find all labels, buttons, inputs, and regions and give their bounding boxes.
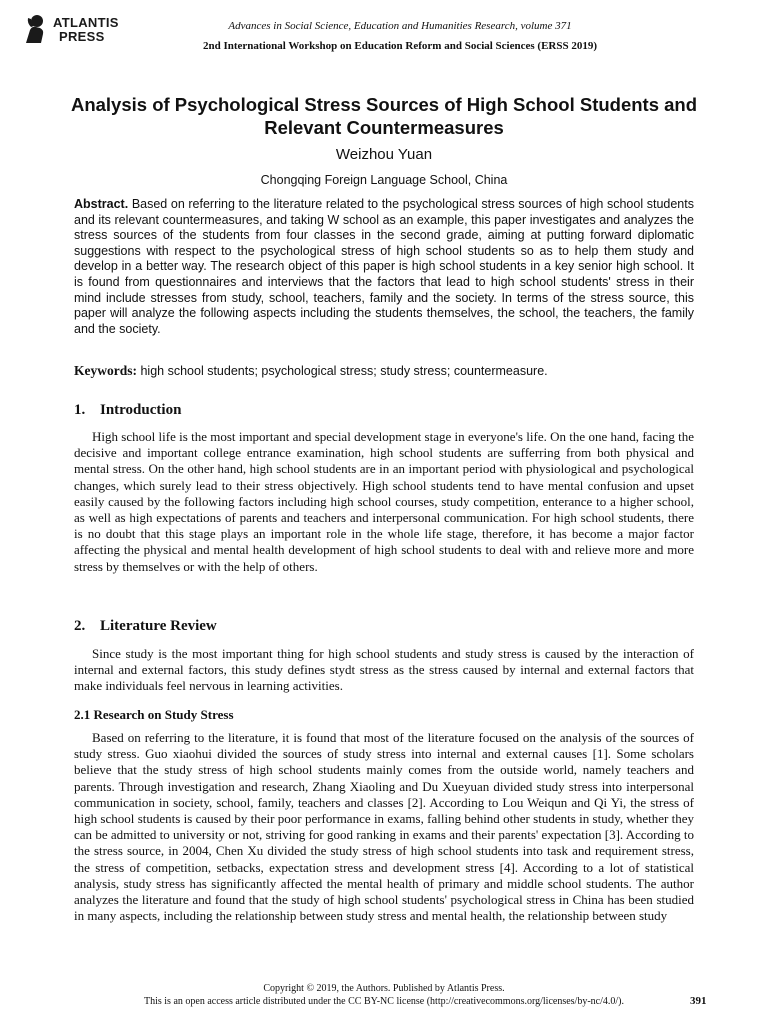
publisher-logo (22, 14, 132, 50)
section-title: Introduction (100, 402, 182, 418)
copyright-notice: Copyright © 2019, the Authors. Published by Atlantis Press. (263, 983, 505, 994)
author-name: Weizhou Yuan (335, 146, 433, 163)
atlas-figure-icon (22, 14, 50, 44)
license-notice: This is an open access article distributed under the CC BY-NC license (http://creativecommons.org/licenses/by-nc/4.0/). (144, 996, 624, 1007)
introduction-paragraph: High school life is the most important and special development stage in everyone's life. On the one hand, facing the decisive and important college entrance examination, high school students are sufferring from both physical and mental stress. On the other hand, high school students are in an important period with physiological and psychological changes, which surely lead to their stress objectively. High school students tend to have mental confusion and upset easily caused by the following factors including high school courses, study competition, enterance to a higher school, as well as high expectations of parents and teachers and interpersonal communication. For high school students, there is no doubt that this stage plays an important role in the whole life stage, therefore, it has become a major factor affecting the physical and mental health development of high school students to deal with and relieve more and more stress by themselves or with the help of others. (74, 429, 694, 574)
section-title: Literature Review (100, 618, 217, 634)
section-number: 1. (74, 402, 86, 418)
logo-line-2: PRESS (59, 29, 105, 44)
abstract-text: Based on referring to the literature related to the psychological stress sources of high school students and its relevant countermeasures, and taking W school as an example, this paper investigates and analyzes the stress sources of the students from four classes in the second grade, aiming at putting forward diplomatic suggestions with respect to the psychological stress of high school students so as to help them study and develop in a better way. The research object of this paper is high school students in a key senior high school. It is found from questionnaires and interviews that the factors that lead to high school students' stress in their mind include stresses from study, school, teachers, family and the society. In terms of the stress source, this paper will analyze the following aspects including the students themselves, the school, the teachers, the family and the society. (74, 197, 694, 336)
page-number: 391 (690, 995, 707, 1007)
section-number: 2. (74, 618, 86, 634)
journal-name: Advances in Social Science, Education and Humanities Research, volume 371 (228, 20, 572, 32)
section-heading-literature-review (74, 618, 217, 635)
workshop-name: 2nd International Workshop on Education Reform and Social Sciences (ERSS 2019) (202, 40, 598, 52)
publisher-logo-text (53, 16, 119, 44)
paper-title: Analysis of Psychological Stress Sources of High School Students and Relevant Countermeasures (70, 94, 698, 138)
keywords-text: high school students; psychological stress; study stress; countermeasure. (140, 364, 548, 378)
logo-line-1: ATLANTIS (53, 15, 119, 30)
subsection-heading: 2.1 Research on Study Stress (74, 707, 234, 722)
keywords (74, 363, 694, 379)
study-stress-paragraph: Based on referring to the literature, it is found that most of the literature focused on the analysis of the sources of study stress. Guo xiaohui divided the sources of study stress into internal and external causes [1]. Some scholars believe that the study stress of high school students mainly comes from the outside world, namely teachers and parents. Through investigation and research, Zhang Xiaoling and Du Xueyuan divided study stress into interpersonal communication in society, school, family, teachers and classes [2]. According to Lou Weiqun and Qi Yi, the stress of high school students is caused by their poor performance in exams, falling behind other students in study, whether they can be admitted to university or not, striving for good ranking in exams and their parents' expectation [3]. According to the stress source, in 2004, Chen Xu divided the study stress of high school students into task and requirement stress, the stress of competition, setbacks, expectation stress and development stress [4]. According to a lot of statistical analysis, study stress has significantly affected the mental health of primary and middle school students. The author analyzes the literature and found that the study of high school students' psychological stress in China has been studied in many aspects, including the relationship between study stress and mental health, the relationship between study (74, 730, 694, 924)
section-heading-introduction (74, 402, 181, 419)
abstract-label: Abstract. (74, 197, 129, 211)
author-affiliation: Chongqing Foreign Language School, China (260, 173, 508, 187)
keywords-label: Keywords: (74, 363, 137, 378)
abstract (74, 197, 694, 337)
literature-review-paragraph: Since study is the most important thing for high school students and study stress is caused by the interaction of internal and external factors, this study defines stydt stress as the stress caused by internal and external factors that make individuals feel nervous in learning activities. (74, 646, 694, 694)
